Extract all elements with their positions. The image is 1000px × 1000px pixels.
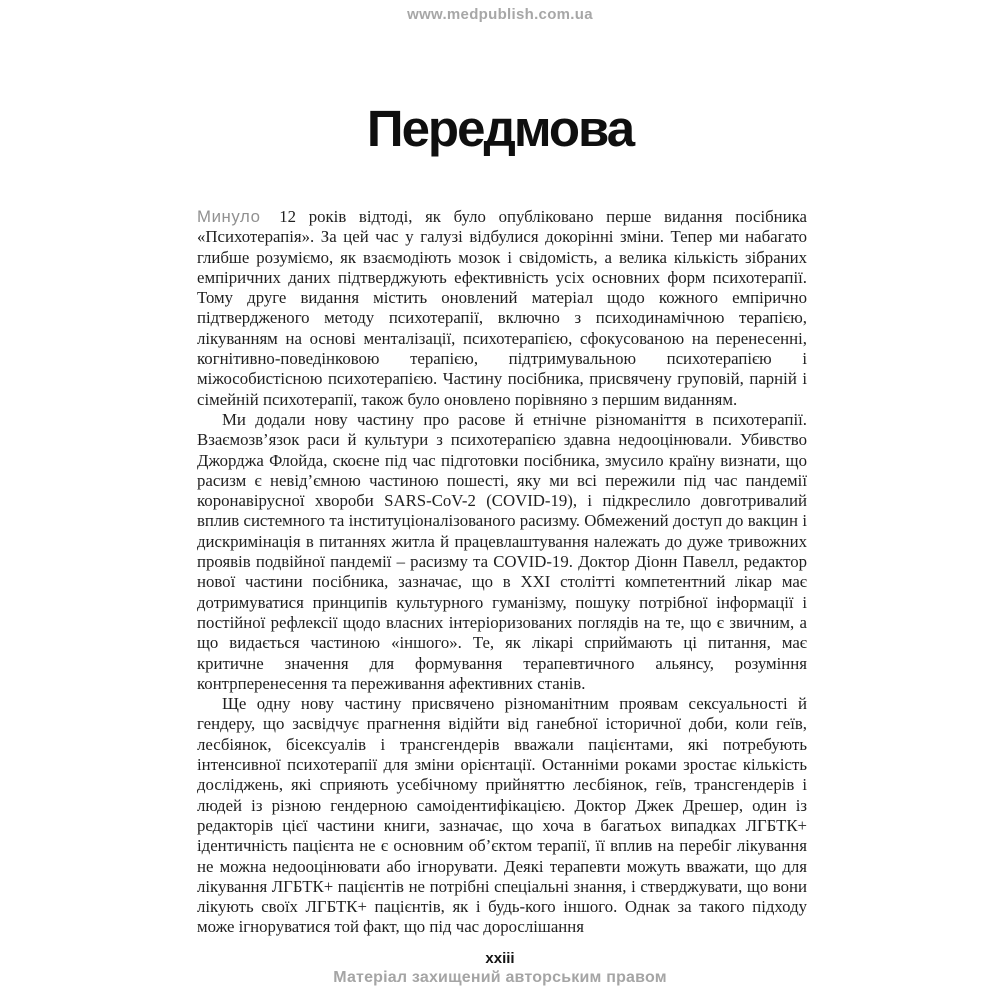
page-body	[197, 207, 807, 938]
paragraph-3: Ще одну нову частину присвячено різноманітним проявам сексуальності й гендеру, що засвідчує прагнення відійти від ганебної історичної доби, коли геїв, лесбіянок, бісексуалів і трансгендерів вважали пацієнтами, які потребують інтенсивної психотерапії для зміни орієнтації. Останніми роками зростає кількість досліджень, які сприяють усебічному прийняттю лесбіянок, геїв, трансгендерів і людей із різною гендерною самоідентифікацією. Доктор Джек Дрешер, один із редакторів цієї частини книги, зазначає, що хоча в багатьох випадках ЛГБТК+ ідентичність пацієнта не є основним об’єктом терапії, її вплив на перебіг лікування не можна недооцінювати або ігнорувати. Деякі терапевти можуть вважати, що для лікування ЛГБТК+ пацієнтів не потрібні спеціальні знання, і стверджувати, що вони лікують своїх ЛГБТК+ пацієнтів, як і будь-кого іншого. Однак за такого підходу може ігноруватися той факт, що під час дорослішання	[197, 694, 807, 937]
paragraph-text: 12 років відтоді, як було опубліковано перше видання посібника «Психотерапія». За цей час у галузі відбулися докорінні зміни. Тепер ми набагато глибше розуміємо, як взаємодіють мозок і свідомість, а велика кількість зібраних емпіричних даних підтверджують ефективність усіх основних форм психотерапії. Тому друге видання містить оновлений матеріал щодо кожного емпірично підтвердженого методу психотерапії, включно з психодинамічною терапією, лікуванням на основі менталізації, психотерапією, сфокусованою на перенесенні, когнітивно-поведінковою терапією, підтримувальною психотерапією і міжособистісною психотерапією. Частину посібника, присвячену груповій, парній і сімейній психотерапії, також було оновлено порівняно з першим виданням.	[197, 207, 807, 409]
page-number: xxiii	[485, 950, 515, 967]
watermark-url: www.medpublish.com.ua	[407, 6, 593, 23]
paragraph-2: Ми додали нову частину про расове й етнічне різноманіття в психотерапії. Взаємозв’язок раси й культури з психотерапією здавна недооцінювали. Убивство Джорджа Флойда, скоєне під час підготовки посібника, змусило країну визнати, що расизм є невід’ємною частиною пошесті, яку ми всі пережили під час пандемії коронавірусної хвороби SARS-CoV-2 (COVID-19), і підкреслило довготривалий вплив системного та інституціоналізованого расизму. Обмежений доступ до вакцин і дискримінація в питаннях житла й працевлаштування належать до дуже тривожних проявів подвійної пандемії – расизму та COVID-19. Доктор Діонн Павелл, редактор нової частини посібника, зазначає, що в XXI столітті компетентний лікар має дотримуватися принципів культурного гуманізму, пошуку потрібної інформації і постійної рефлексії щодо власних інтеріоризованих поглядів на те, що є звичним, а що видається частиною «іншого». Те, як лікарі сприймають ці питання, має критичне значення для формування терапевтичного альянсу, розуміння контрперенесення та переживання афективних станів.	[197, 409, 807, 693]
page-title: Передмова	[366, 100, 634, 157]
paragraph-1	[197, 207, 807, 410]
lead-word: Минуло	[197, 207, 275, 226]
copyright-notice: Матеріал захищений авторським правом	[333, 969, 667, 986]
